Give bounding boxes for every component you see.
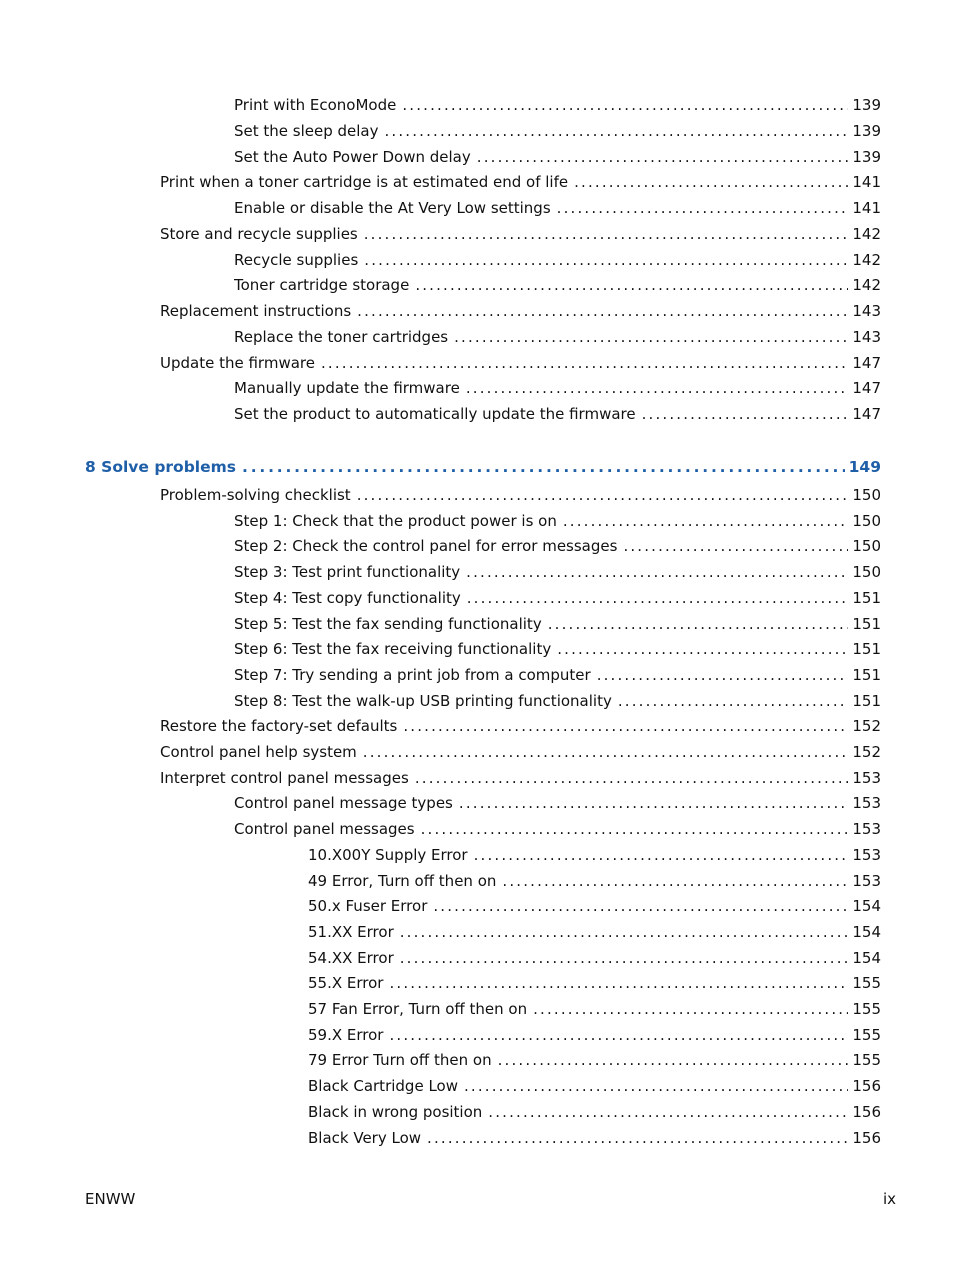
toc-dot-leader (618, 691, 849, 711)
toc-dot-leader (502, 871, 848, 891)
toc-entry-title: Step 5: Test the fax sending functionality (234, 614, 542, 633)
toc-dot-leader (364, 224, 849, 244)
toc-entry-title: Enable or disable the At Very Low settings (234, 199, 551, 217)
toc-entry-title: Problem-solving checklist (160, 486, 351, 504)
toc-entry-title: Step 1: Check that the product power is on (234, 511, 557, 530)
toc-dot-leader (574, 172, 848, 192)
toc-entry[interactable] (234, 250, 881, 270)
toc-entry-title: Step 2: Check the control panel for error messages (234, 537, 618, 556)
toc-dot-leader (403, 716, 848, 736)
toc-entry-title: Restore the factory-set defaults (160, 717, 398, 736)
toc-entry-title: 57 Fan Error, Turn off then on (308, 1000, 528, 1018)
toc-entry[interactable] (308, 999, 881, 1019)
toc-entry[interactable] (308, 1102, 881, 1122)
toc-dot-leader (474, 845, 849, 865)
toc-entry[interactable] (308, 948, 881, 968)
toc-entry-title: Print with EconoMode (234, 96, 397, 114)
toc-dot-leader (421, 819, 849, 839)
toc-entry[interactable] (160, 768, 881, 788)
toc-dot-leader (533, 999, 848, 1019)
toc-entry[interactable] (234, 378, 881, 398)
toc-dot-leader (557, 198, 849, 218)
toc-entry-page: 151 (852, 665, 881, 684)
toc-entry[interactable] (234, 327, 881, 347)
toc-dot-leader (623, 536, 848, 556)
toc-dot-leader (385, 121, 849, 141)
toc-entry-title: Step 6: Test the fax receiving functionality (234, 640, 552, 659)
toc-entry[interactable] (160, 716, 881, 736)
toc-entry-title: Step 4: Test copy functionality (234, 588, 461, 607)
toc-dot-leader (466, 378, 849, 398)
toc-entry-title: Store and recycle supplies (160, 224, 358, 243)
toc-entry-page: 147 (852, 379, 881, 398)
toc-dot-leader (357, 301, 848, 321)
toc-entry-page: 150 (852, 511, 881, 530)
toc-dot-leader (389, 1025, 848, 1045)
toc-dot-leader (427, 1128, 848, 1148)
toc-entry-page: 143 (852, 302, 881, 320)
toc-chapter-entry[interactable] (85, 457, 881, 477)
toc-entry-title: Update the firmware (160, 353, 315, 372)
toc-entry-page: 155 (852, 1025, 881, 1044)
toc-entry-title: Control panel messages (234, 820, 415, 839)
toc-dot-leader (642, 404, 849, 424)
toc-entry-title: Manually update the firmware (234, 379, 460, 398)
toc-entry-page: 142 (852, 224, 881, 243)
toc-entry-title: 8 Solve problems (85, 458, 237, 476)
toc-dot-leader (597, 665, 849, 685)
toc-entry-title: Set the Auto Power Down delay (234, 147, 471, 166)
toc-entry-page: 153 (852, 871, 881, 890)
toc-dot-leader (557, 639, 848, 659)
toc-entry-title: 59.X Error (308, 1025, 384, 1044)
toc-dot-leader (466, 562, 848, 582)
toc-entry[interactable] (234, 588, 881, 608)
toc-entry[interactable] (308, 871, 881, 891)
toc-entry-title: 54.XX Error (308, 948, 394, 967)
toc-dot-leader (563, 511, 849, 531)
toc-entry-page: 139 (852, 147, 881, 166)
toc-entry[interactable] (234, 793, 881, 813)
toc-entry-title: 55.X Error (308, 974, 384, 993)
toc-entry-page: 150 (852, 563, 881, 582)
footer-doc-code: ENWW (85, 1190, 136, 1208)
toc-entry-page: 150 (852, 486, 881, 504)
toc-entry-title: Step 8: Test the walk-up USB printing functionality (234, 691, 612, 710)
toc-entry-page: 142 (852, 250, 881, 269)
toc-dot-leader (498, 1050, 849, 1070)
toc-dot-leader (433, 896, 848, 916)
toc-dot-leader (242, 457, 845, 477)
toc-entry[interactable] (160, 301, 881, 321)
toc-entry-page: 153 (852, 768, 881, 787)
toc-entry[interactable] (160, 172, 881, 192)
toc-entry-page: 151 (852, 640, 881, 659)
toc-dot-leader (488, 1102, 848, 1122)
toc-entry-title: Black Very Low (308, 1128, 422, 1147)
toc-entry-title: Step 7: Try sending a print job from a computer (234, 665, 591, 684)
toc-entry[interactable] (234, 511, 881, 531)
toc-dot-leader (464, 1076, 848, 1096)
toc-entry-title: 79 Error Turn off then on (308, 1051, 492, 1070)
toc-entry[interactable] (234, 665, 881, 685)
toc-entry-title: 51.XX Error (308, 922, 394, 941)
toc-entry-page: 156 (852, 1077, 881, 1096)
toc-entry-page: 154 (852, 897, 881, 916)
toc-entry-page: 150 (852, 537, 881, 556)
toc-entry-title: Replace the toner cartridges (234, 327, 449, 346)
toc-entry-title: Step 3: Test print functionality (234, 563, 461, 582)
toc-dot-leader (400, 948, 849, 968)
toc-entry[interactable] (308, 896, 881, 916)
toc-entry-page: 147 (852, 353, 881, 372)
toc-entry-page: 156 (852, 1128, 881, 1147)
toc-entry[interactable] (234, 198, 881, 218)
toc-entry[interactable] (308, 845, 881, 865)
toc-entry-title: Set the sleep delay (234, 121, 379, 140)
toc-entry[interactable] (234, 275, 881, 295)
toc-entry-title: 10.X00Y Supply Error (308, 845, 468, 864)
toc-dot-leader (389, 973, 848, 993)
toc-entry-page: 149 (848, 458, 881, 476)
toc-entry[interactable] (308, 973, 881, 993)
toc-entry-title: Replacement instructions (160, 302, 352, 320)
toc-entry[interactable] (308, 1050, 881, 1070)
toc-entry[interactable] (160, 353, 881, 373)
toc-dot-leader (357, 485, 849, 505)
toc-entry[interactable] (234, 536, 881, 556)
toc-entry[interactable] (308, 1076, 881, 1096)
toc-entry-title: 50.x Fuser Error (308, 897, 428, 916)
toc-entry-title: Black in wrong position (308, 1102, 483, 1121)
toc-entry-page: 141 (852, 173, 881, 192)
toc-entry-title: Set the product to automatically update the firmware (234, 405, 636, 423)
toc-entry-title: Control panel message types (234, 794, 453, 813)
toc-entry-page: 156 (852, 1102, 881, 1121)
toc-entry[interactable] (234, 819, 881, 839)
toc-entry-page: 155 (852, 1051, 881, 1070)
toc-dot-leader (454, 327, 848, 347)
toc-entry-page: 151 (852, 691, 881, 710)
toc-entry[interactable] (234, 147, 881, 167)
toc-entry[interactable] (234, 95, 881, 115)
toc-entry-page: 152 (852, 717, 881, 736)
toc-dot-leader (467, 588, 849, 608)
toc-entry[interactable] (234, 121, 881, 141)
toc-entry[interactable] (234, 614, 881, 634)
toc-entry-page: 141 (852, 199, 881, 217)
toc-entry-page: 153 (852, 820, 881, 839)
toc-entry-page: 139 (852, 96, 881, 114)
toc-dot-leader (477, 147, 849, 167)
toc-dot-leader (321, 353, 848, 373)
toc-entry-page: 155 (852, 1000, 881, 1018)
toc-dot-leader (364, 250, 848, 270)
toc-dot-leader (548, 614, 849, 634)
toc-entry-page: 152 (852, 743, 881, 761)
footer-page-number: ix (882, 1190, 896, 1208)
toc-entry-page: 154 (852, 922, 881, 941)
toc-entry-page: 155 (852, 974, 881, 993)
toc-dot-leader (415, 768, 849, 788)
toc-entry[interactable] (308, 1025, 881, 1045)
toc-entry-page: 151 (852, 614, 881, 633)
toc-entry-title: Interpret control panel messages (160, 768, 409, 787)
toc-entry[interactable] (160, 224, 881, 244)
toc-entry-page: 154 (852, 948, 881, 967)
toc-entry-title: 49 Error, Turn off then on (308, 871, 497, 890)
toc-entry-page: 139 (852, 121, 881, 140)
toc-entry-page: 147 (852, 405, 881, 423)
toc-dot-leader (400, 922, 849, 942)
toc-entry-page: 153 (852, 794, 881, 813)
toc-entry-title: Toner cartridge storage (234, 276, 410, 295)
toc-entry[interactable] (308, 1128, 881, 1148)
toc-entry[interactable] (234, 639, 881, 659)
toc-entry-title: Recycle supplies (234, 250, 359, 269)
toc-dot-leader (363, 742, 849, 762)
toc-dot-leader (415, 275, 848, 295)
toc-entry-title: Control panel help system (160, 743, 357, 761)
toc-dot-leader (459, 793, 848, 813)
toc-entry[interactable] (234, 404, 881, 424)
toc-entry[interactable] (308, 922, 881, 942)
toc-entry-page: 151 (852, 588, 881, 607)
toc-entry-page: 143 (852, 327, 881, 346)
toc-entry[interactable] (234, 691, 881, 711)
toc-entry[interactable] (160, 742, 881, 762)
toc-entry-title: Black Cartridge Low (308, 1077, 458, 1096)
toc-entry-page: 142 (852, 276, 881, 295)
toc-entry-page: 153 (852, 845, 881, 864)
toc-dot-leader (402, 95, 848, 115)
toc-entry[interactable] (234, 562, 881, 582)
toc-entry-title: Print when a toner cartridge is at estimated end of life (160, 173, 569, 192)
toc-entry[interactable] (160, 485, 881, 505)
